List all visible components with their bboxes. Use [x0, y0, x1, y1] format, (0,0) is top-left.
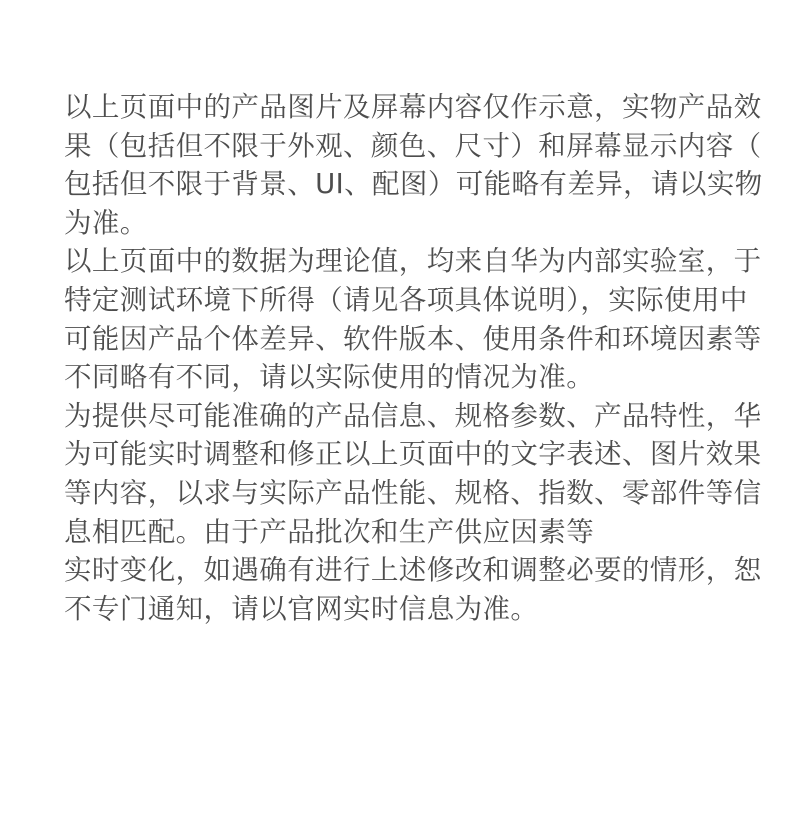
- disclaimer-line: 以上页面中的产品图片及屏幕内容仅作示意，实物产品效: [64, 91, 762, 123]
- disclaimer-line: 实时变化，如遇确有进行上述修改和调整必要的情形，恕: [64, 554, 762, 587]
- disclaimer-line: 为提供尽可能准确的产品信息、规格参数、产品特性，华: [64, 399, 762, 432]
- disclaimer-line: 为准。: [64, 206, 148, 239]
- disclaimer-line: 息相匹配。由于产品批次和生产供应因素等: [64, 515, 595, 548]
- disclaimer-line: 可能因产品个体差异、软件版本、使用条件和环境因素等: [64, 322, 762, 355]
- disclaimer-line: 特定测试环境下所得（请见各项具体说明），实际使用中: [64, 283, 748, 316]
- disclaimer-text: [64, 88, 763, 628]
- disclaimer-line: 果（包括但不限于外观、颜色、尺寸）和屏幕显示内容（: [64, 129, 762, 162]
- disclaimer-line: 等内容，以求与实际产品性能、规格、指数、零部件等信: [64, 476, 762, 509]
- disclaimer-line: 包括但不限于背景、UI、配图）可能略有差异，请以实物: [64, 168, 763, 201]
- disclaimer-line: 不专门通知，请以官网实时信息为准。: [64, 592, 539, 625]
- disclaimer-line: 以上页面中的数据为理论值，均来自华为内部实验室，于: [64, 245, 762, 278]
- disclaimer-line: 为可能实时调整和修正以上页面中的文字表述、图片效果: [64, 438, 762, 471]
- disclaimer-line: 不同略有不同，请以实际使用的情况为准。: [64, 361, 595, 394]
